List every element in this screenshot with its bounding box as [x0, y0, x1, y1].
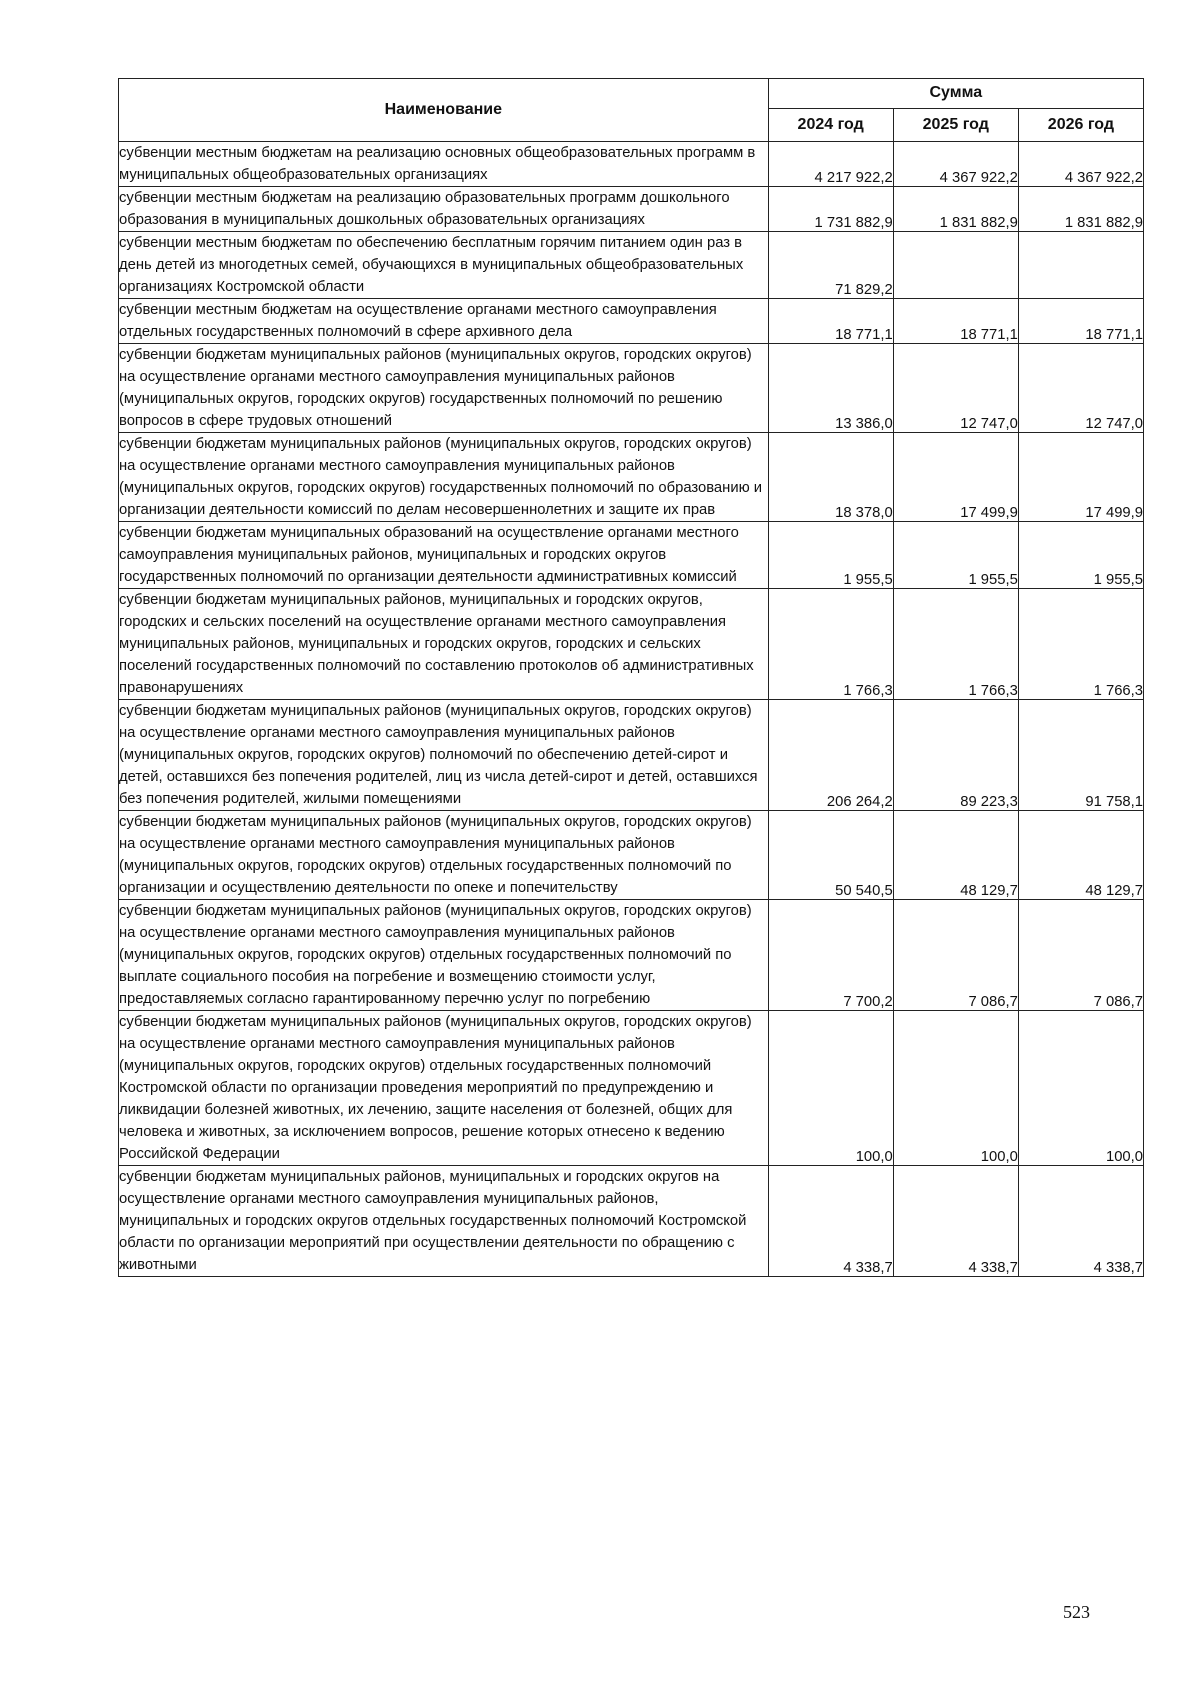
value-2025: 12 747,0 [893, 344, 1018, 433]
row-name: субвенции местным бюджетам на реализацию основных общеобразовательных программ в муниципальных общеобразовательных организациях [119, 142, 769, 187]
value-2026 [1018, 232, 1143, 299]
row-name: субвенции местным бюджетам на осуществление органами местного самоуправления отдельных государственных полномочий в сфере архивного дела [119, 299, 769, 344]
table-row [119, 187, 1144, 232]
table-row [119, 344, 1144, 433]
value-2026: 4 338,7 [1018, 1166, 1143, 1277]
page-number: 523 [1063, 1602, 1090, 1622]
row-name: субвенции местным бюджетам по обеспечению бесплатным горячим питанием один раз в день детей из многодетных семей, обучающихся в муниципальных общеобразовательных организациях Костромской области [119, 232, 769, 299]
value-2026: 1 766,3 [1018, 589, 1143, 700]
value-2026: 48 129,7 [1018, 811, 1143, 900]
header-name: Наименование [119, 79, 769, 142]
value-2024: 1 731 882,9 [768, 187, 893, 232]
table-row [119, 299, 1144, 344]
value-2024: 50 540,5 [768, 811, 893, 900]
value-2025: 100,0 [893, 1011, 1018, 1166]
table-row [119, 589, 1144, 700]
budget-table [118, 78, 1144, 1277]
row-name: субвенции бюджетам муниципальных районов, муниципальных и городских округов на осуществление органами местного самоуправления муниципальных районов, муниципальных и городских округов отдельных государственных полномочий Костромской области по организации мероприятий при осуществлении деятельности по обращению с животными [119, 1166, 769, 1277]
row-name: субвенции бюджетам муниципальных районов (муниципальных округов, городских округов) на осуществление органами местного самоуправления муниципальных районов (муниципальных округов, городских округов) государственных полномочий по решению вопросов в сфере трудовых отношений [119, 344, 769, 433]
value-2024: 18 771,1 [768, 299, 893, 344]
value-2024: 13 386,0 [768, 344, 893, 433]
value-2024: 1 766,3 [768, 589, 893, 700]
table-row [119, 700, 1144, 811]
value-2026: 1 831 882,9 [1018, 187, 1143, 232]
value-2025: 17 499,9 [893, 433, 1018, 522]
value-2024: 206 264,2 [768, 700, 893, 811]
header-year-2024: 2024 год [768, 108, 893, 141]
value-2024: 71 829,2 [768, 232, 893, 299]
value-2024: 1 955,5 [768, 522, 893, 589]
value-2026: 4 367 922,2 [1018, 142, 1143, 187]
value-2025: 4 367 922,2 [893, 142, 1018, 187]
table-row [119, 142, 1144, 187]
value-2025: 7 086,7 [893, 900, 1018, 1011]
value-2025: 1 766,3 [893, 589, 1018, 700]
value-2026: 100,0 [1018, 1011, 1143, 1166]
value-2026: 18 771,1 [1018, 299, 1143, 344]
header-year-2025: 2025 год [893, 108, 1018, 141]
value-2026: 12 747,0 [1018, 344, 1143, 433]
row-name: субвенции бюджетам муниципальных образований на осуществление органами местного самоуправления муниципальных районов, муниципальных и городских округов государственных полномочий по организации деятельности административных комиссий [119, 522, 769, 589]
table-row [119, 900, 1144, 1011]
value-2024: 100,0 [768, 1011, 893, 1166]
row-name: субвенции бюджетам муниципальных районов (муниципальных округов, городских округов) на осуществление органами местного самоуправления муниципальных районов (муниципальных округов, городских округов) отдельных государственных полномочий по выплате социального пособия на погребение и возмещению стоимости услуг, предоставляемых согласно гарантированному перечню услуг по погребению [119, 900, 769, 1011]
table-row [119, 433, 1144, 522]
value-2025: 48 129,7 [893, 811, 1018, 900]
table-row [119, 1166, 1144, 1277]
table-row [119, 811, 1144, 900]
value-2024: 18 378,0 [768, 433, 893, 522]
header-year-2026: 2026 год [1018, 108, 1143, 141]
row-name: субвенции бюджетам муниципальных районов (муниципальных округов, городских округов) на осуществление органами местного самоуправления муниципальных районов (муниципальных округов, городских округов) отдельных государственных полномочий по организации и осуществлению деятельности по опеке и попечительству [119, 811, 769, 900]
value-2025 [893, 232, 1018, 299]
row-name: субвенции бюджетам муниципальных районов, муниципальных и городских округов, городских и сельских поселений на осуществление органами местного самоуправления муниципальных районов, муниципальных и городских округов, городских и сельских поселений государственных полномочий по составлению протоколов об административных правонарушениях [119, 589, 769, 700]
row-name: субвенции местным бюджетам на реализацию образовательных программ дошкольного образования в муниципальных дошкольных образовательных организациях [119, 187, 769, 232]
table-row [119, 1011, 1144, 1166]
value-2025: 89 223,3 [893, 700, 1018, 811]
value-2026: 1 955,5 [1018, 522, 1143, 589]
value-2025: 1 831 882,9 [893, 187, 1018, 232]
value-2024: 7 700,2 [768, 900, 893, 1011]
row-name: субвенции бюджетам муниципальных районов (муниципальных округов, городских округов) на осуществление органами местного самоуправления муниципальных районов (муниципальных округов, городских округов) государственных полномочий по образованию и организации деятельности комиссий по делам несовершеннолетних и защите их прав [119, 433, 769, 522]
value-2024: 4 338,7 [768, 1166, 893, 1277]
value-2026: 17 499,9 [1018, 433, 1143, 522]
row-name: субвенции бюджетам муниципальных районов (муниципальных округов, городских округов) на осуществление органами местного самоуправления муниципальных районов (муниципальных округов, городских округов) полномочий по обеспечению детей-сирот и детей, оставшихся без попечения родителей, лиц из числа детей-сирот и детей, оставшихся без попечения родителей, жилыми помещениями [119, 700, 769, 811]
value-2025: 1 955,5 [893, 522, 1018, 589]
header-sum: Сумма [768, 79, 1143, 109]
value-2026: 7 086,7 [1018, 900, 1143, 1011]
table-row [119, 232, 1144, 299]
value-2025: 4 338,7 [893, 1166, 1018, 1277]
value-2024: 4 217 922,2 [768, 142, 893, 187]
value-2026: 91 758,1 [1018, 700, 1143, 811]
value-2025: 18 771,1 [893, 299, 1018, 344]
row-name: субвенции бюджетам муниципальных районов (муниципальных округов, городских округов) на осуществление органами местного самоуправления муниципальных районов (муниципальных округов, городских округов) отдельных государственных полномочий Костромской области по организации проведения мероприятий по предупреждению и ликвидации болезней животных, их лечению, защите населения от болезней, общих для человека и животных, за исключением вопросов, решение которых отнесено к ведению Российской Федерации [119, 1011, 769, 1166]
table-row [119, 522, 1144, 589]
